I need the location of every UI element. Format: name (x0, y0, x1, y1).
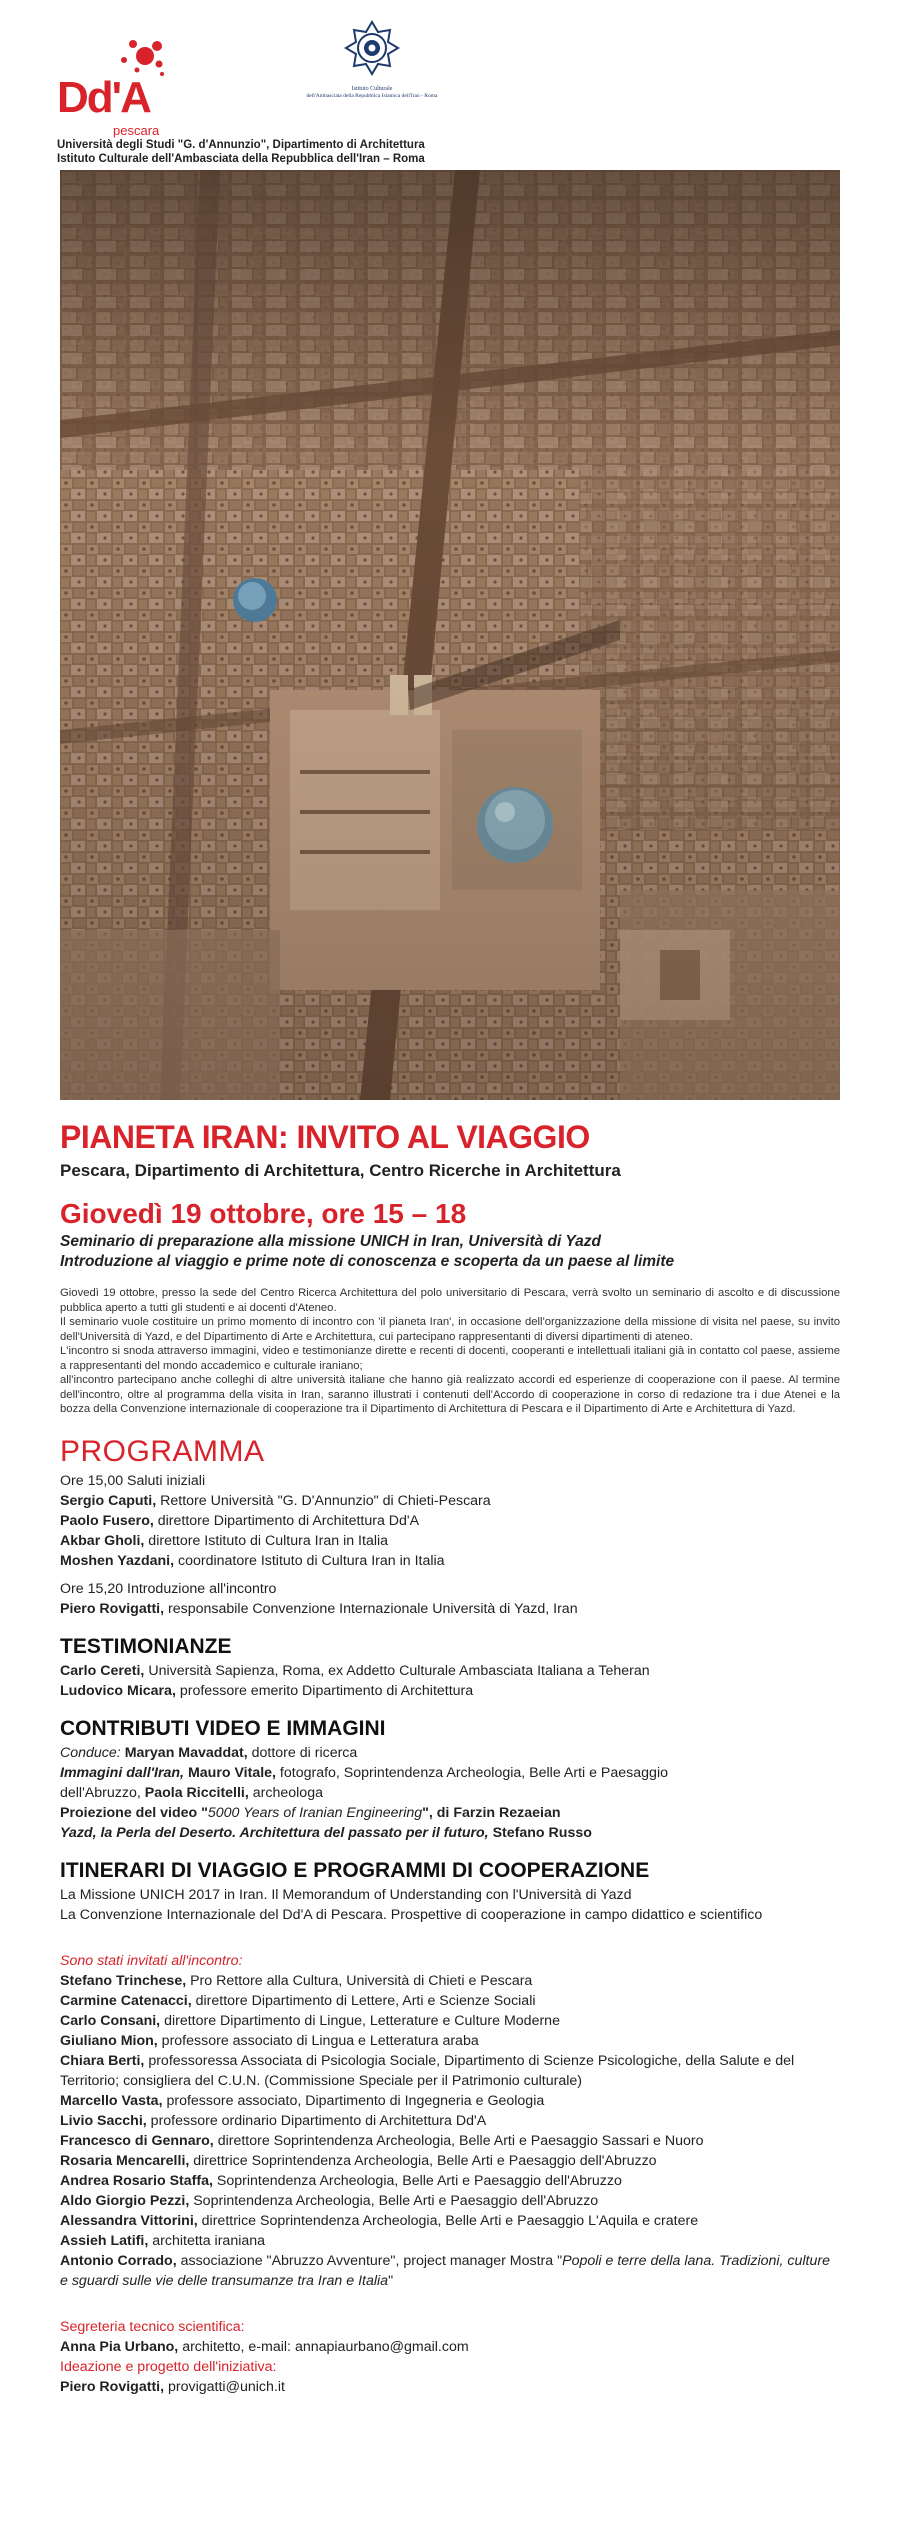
institution-line-2: Istituto Culturale dell'Ambasciata della Repubblica dell'Iran – Roma (57, 153, 425, 165)
speaker-role: fotografo, Soprintendenza Archeologia, Belle Arti e Paesaggio (275, 1764, 668, 1781)
speaker-role: responsabile Convenzione Internazionale Università di Yazd, Iran (164, 1600, 578, 1617)
exhibition-title: Popoli e terre della lana. Tradizioni, culture e sguardi sulle vie delle transumanze tra Iran e Italia (60, 2252, 831, 2289)
guest-role: associazione "Abruzzo Avventure", project manager Mostra " (176, 2252, 563, 2269)
event-subtitle: Pescara, Dipartimento di Architettura, Centro Ricerche in Architettura (60, 1161, 621, 1180)
speaker-role: Università Sapienza, Roma, ex Addetto Culturale Ambasciata Italiana a Teheran (144, 1662, 650, 1679)
speaker-role: dottore di ricerca (247, 1744, 358, 1761)
speaker-name: Carlo Cereti, (60, 1662, 145, 1679)
speaker-name: Mauro Vitale, (187, 1764, 276, 1781)
content (60, 1117, 840, 2397)
guest-name: Carlo Consani, (60, 2012, 161, 2029)
ideazione-heading: Ideazione e progetto dell'iniziativa: (60, 2358, 277, 2375)
guest-name: Assieh Latifi, (60, 2232, 149, 2249)
itinerari-title: ITINERARI DI VIAGGIO E PROGRAMMI DI COOPERAZIONE (60, 1858, 650, 1882)
intro-paragraph: L'incontro si snoda attraverso immagini, video e testimonianze dirette e recenti di docenti, cooperanti e intellettuali italiani già in contatto col paese, assieme a rappresentanti del mondo accademico e culturale iraniano; (60, 1345, 840, 1372)
guest-name: Francesco di Gennaro, (60, 2132, 214, 2149)
contact-name: Piero Rovigatti, (60, 2378, 165, 2395)
dda-logo (57, 38, 167, 138)
header (57, 20, 857, 170)
guest-role: Pro Rettore alla Cultura, Università di Chieti e Pescara (186, 1972, 533, 1989)
guest-role: architetta iraniana (148, 2232, 266, 2249)
aerial-city-photo (60, 170, 840, 1100)
programma-title: PROGRAMMA (60, 1434, 265, 1468)
speaker-line (60, 1599, 840, 1619)
segreteria-heading: Segreteria tecnico scientifica: (60, 2318, 245, 2335)
speaker-name: Akbar Gholi, (60, 1532, 145, 1549)
dda-logo-dots-icon (115, 38, 165, 78)
session-time: Ore 15,20 Introduzione all'incontro (60, 1580, 277, 1597)
ideazione-line (60, 2377, 840, 2397)
contact-name: Anna Pia Urbano, (60, 2338, 179, 2355)
intro-paragraph: Giovedì 19 ottobre, presso la sede del Centro Ricerca Architettura del polo universitario di Pescara, verrà svolto un seminario di ascolto e di discussione pubblica aperto a tutti gli studenti e ai docenti d'Ateneo. (60, 1287, 840, 1314)
speaker-name: Piero Rovigatti, (60, 1600, 165, 1617)
contribution-title: Immagini dall'Iran, (60, 1764, 188, 1781)
speaker-line (60, 1511, 840, 1531)
segreteria-line (60, 2337, 840, 2357)
iran-institute-emblem-icon (344, 20, 400, 76)
guest-name: Marcello Vasta, (60, 2092, 163, 2109)
seminar-line-2: Introduzione al viaggio e prime note di conoscenza e scoperta da un paese al limite (60, 1253, 675, 1270)
contact-info: provigatti@unich.it (164, 2378, 285, 2395)
institution-line-1: Università degli Studi "G. d'Annunzio", Dipartimento di Architettura (57, 139, 425, 151)
speaker-name: Maryan Mavaddat, (124, 1744, 248, 1761)
guest-name: Aldo Giorgio Pezzi, (60, 2192, 190, 2209)
invitato-line (60, 1971, 840, 1991)
guest-role: Soprintendenza Archeologia, Belle Arti e Paesaggio dell'Abruzzo (189, 2192, 599, 2209)
video-title: 5000 Years of Iranian Engineering (207, 1804, 423, 1821)
guest-name: Carmine Catenacci, (60, 1992, 192, 2009)
guest-name: Chiara Berti, (60, 2052, 145, 2069)
invitato-line (60, 2151, 840, 2171)
contribution-title: Yazd, la Perla del Deserto. Architettura del passato per il futuro, (60, 1824, 493, 1841)
speaker-line (60, 1531, 840, 1551)
invitato-line (60, 2011, 840, 2031)
speaker-role: Rettore Università "G. D'Annunzio" di Chieti-Pescara (156, 1492, 491, 1509)
speaker-line (60, 1681, 840, 1701)
guest-name: Livio Sacchi, (60, 2112, 147, 2129)
contributi-line (60, 1763, 840, 1783)
invitato-line (60, 2051, 840, 2091)
guest-role: direttore Dipartimento di Lingue, Letterature e Culture Moderne (160, 2012, 560, 2029)
guest-role: direttrice Soprintendenza Archeologia, Belle Arti e Paesaggio L'Aquila e cratere (197, 2212, 699, 2229)
video-label: Proiezione del video " (60, 1804, 208, 1821)
speaker-role: direttore Dipartimento di Architettura Dd'A (153, 1512, 420, 1529)
intro-paragraph: all'incontro partecipano anche colleghi di altre università italiane che hanno già realizzato accordi ed esperienze di cooperazione con il paese. Al termine dell'incontro, oltre al programma della visita in Iran, saranno illustrati i contenuti dell'Accordo di cooperazione in corso di redazione tra i due Atenei e la bozza della Convenzione internazionale di cooperazione tra il Dipartimento di Architettura di Pescara e il Dipartimento di Arte e Architettura di Yazd. (60, 1374, 840, 1415)
invitato-line (60, 2091, 840, 2111)
speaker-name: Moshen Yazdani, (60, 1552, 175, 1569)
speaker-role: professore emerito Dipartimento di Architettura (175, 1682, 474, 1699)
guest-role: Soprintendenza Archeologia, Belle Arti e Paesaggio dell'Abruzzo (212, 2172, 622, 2189)
contributi-line (60, 1743, 840, 1763)
guest-name: Stefano Trinchese, (60, 1972, 187, 1989)
invitato-line (60, 2171, 840, 2191)
contributi-line (60, 1803, 840, 1823)
speaker-name: Paolo Fusero, (60, 1512, 154, 1529)
guest-name: Alessandra Vittorini, (60, 2212, 198, 2229)
conduce-label: Conduce: (60, 1744, 125, 1761)
speaker-name: Paola Riccitelli, (144, 1784, 249, 1801)
dda-logo-subtext: pescara (113, 123, 160, 138)
iran-logo-line2: dell'Ambasciata della Repubblica Islamica dell'Iran - Roma (306, 93, 438, 99)
seminar-line-1: Seminario di preparazione alla missione UNICH in Iran, Università di Yazd (60, 1233, 601, 1250)
speaker-line (60, 1661, 840, 1681)
speaker-role: coordinatore Istituto di Cultura Iran in Italia (174, 1552, 445, 1569)
speaker-role: archeologa (248, 1784, 323, 1801)
guest-role: direttore Soprintendenza Archeologia, Belle Arti e Paesaggio Sassari e Nuoro (213, 2132, 704, 2149)
testimonianze-title: TESTIMONIANZE (60, 1634, 232, 1658)
speaker-name: Ludovico Micara, (60, 1682, 176, 1699)
speaker-line (60, 1551, 840, 1571)
guest-name: Antonio Corrado, (60, 2252, 177, 2269)
invitato-line (60, 2111, 840, 2131)
invitato-line (60, 2231, 840, 2251)
iran-institute-logo (287, 20, 457, 128)
contact-info: architetto, e-mail: annapiaurbano@gmail.com (178, 2338, 469, 2355)
itinerari-line: La Missione UNICH 2017 in Iran. Il Memorandum of Understanding con l'Università di Yazd (60, 1886, 632, 1903)
guest-role: professore associato, Dipartimento di Ingegneria e Geologia (162, 2092, 545, 2109)
session-time: Ore 15,00 Saluti iniziali (60, 1472, 206, 1489)
event-date: Giovedì 19 ottobre, ore 15 – 18 (60, 1198, 467, 1229)
speaker-line (60, 1491, 840, 1511)
contributi-line (60, 1823, 840, 1843)
intro-text (60, 1286, 840, 1417)
invitato-line (60, 2251, 840, 2291)
contributi-title: CONTRIBUTI VIDEO E IMMAGINI (60, 1716, 386, 1740)
guest-name: Rosaria Mencarelli, (60, 2152, 190, 2169)
guest-role: direttrice Soprintendenza Archeologia, Belle Arti e Paesaggio dell'Abruzzo (189, 2152, 657, 2169)
speaker-name: Sergio Caputi, (60, 1492, 157, 1509)
guest-role: professore associato di Lingua e Letteratura araba (157, 2032, 479, 2049)
event-title: PIANETA IRAN: INVITO AL VIAGGIO (60, 1119, 590, 1155)
aerial-photo-illustration (60, 170, 840, 1100)
guest-role: professore ordinario Dipartimento di Architettura Dd'A (146, 2112, 487, 2129)
invitato-line (60, 2191, 840, 2211)
intro-paragraph: Il seminario vuole costituire un primo momento di incontro con 'il pianeta Iran', in occasione dell'organizzazione della missione di visita nel paese, su invito dell'Università di Yazd, e del Dipartimento di Arte e Architettura, cui partecipano rappresentanti di diversi dipartimenti di ateneo. (60, 1316, 840, 1343)
speaker-name: Stefano Russo (492, 1824, 592, 1841)
guest-role-end: " (388, 2272, 394, 2289)
invitato-line (60, 2031, 840, 2051)
invitati-heading: Sono stati invitati all'incontro: (60, 1952, 243, 1969)
video-author: ", di Farzin Rezaeian (422, 1804, 561, 1821)
itinerari-line: La Convenzione Internazionale del Dd'A di Pescara. Prospettive di cooperazione in campo didattico e scientifico (60, 1906, 763, 1923)
dda-logo-text: Dd'A (57, 73, 150, 122)
guest-role: direttore Dipartimento di Lettere, Arti e Scienze Sociali (191, 1992, 536, 2009)
speaker-role: direttore Istituto di Cultura Iran in Italia (144, 1532, 389, 1549)
iran-logo-line1: Istituto Culturale (351, 86, 393, 92)
guest-role: professoressa Associata di Psicologia Sociale, Dipartimento di Scienze Psicologiche, della Salute e del Territorio; consigliera del C.U.N. (Commissione Speciale per il Patrimonio culturale) (60, 2052, 795, 2089)
contributi-text: dell'Abruzzo, (60, 1784, 145, 1801)
guest-name: Giuliano Mion, (60, 2032, 158, 2049)
contributi-line (60, 1783, 840, 1803)
invitato-line (60, 1991, 840, 2011)
guest-name: Andrea Rosario Staffa, (60, 2172, 213, 2189)
invitato-line (60, 2131, 840, 2151)
invitato-line (60, 2211, 840, 2231)
